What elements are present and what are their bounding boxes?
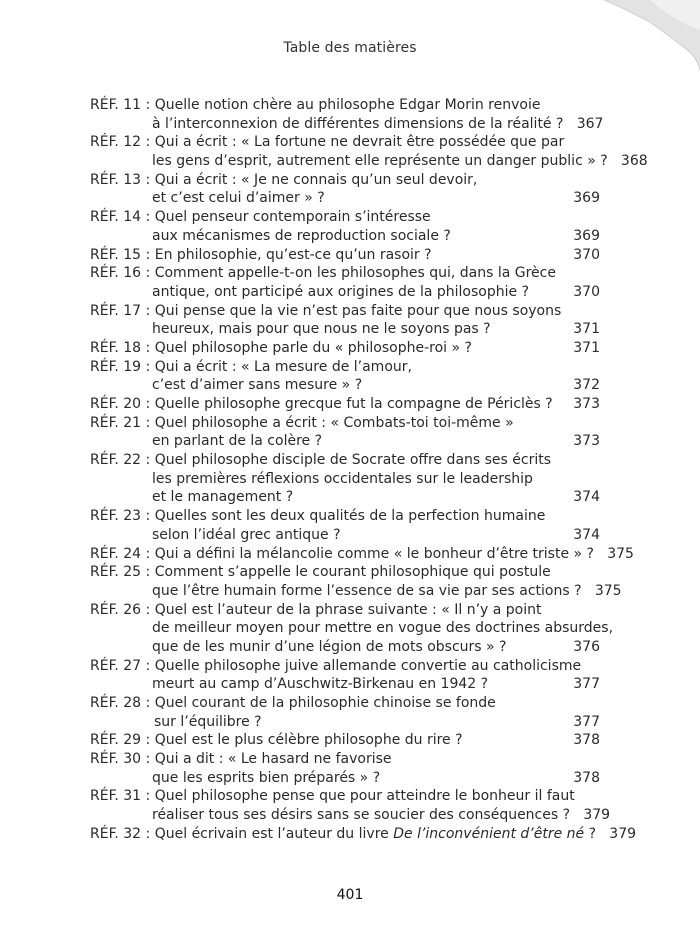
ref-label: RÉF. 22 : bbox=[90, 452, 151, 469]
entry-text: heureux, mais pour que nous ne le soyons pas ? bbox=[152, 321, 491, 338]
ref-label: RÉF. 13 : bbox=[90, 171, 151, 188]
toc-entry bbox=[90, 545, 634, 564]
entry-text: aux mécanismes de reproduction sociale ? bbox=[152, 227, 451, 244]
entry-text: Quel philosophe parle du « philosophe-roi » ? bbox=[154, 339, 472, 356]
page-ref: 375 bbox=[594, 582, 622, 599]
page-ref: 376 bbox=[573, 638, 600, 655]
page-ref: 373 bbox=[573, 396, 600, 412]
page-ref: 371 bbox=[573, 321, 600, 338]
entry-text: sur l’équilibre ? bbox=[154, 713, 262, 730]
page-ref: 369 bbox=[573, 227, 600, 244]
entry-text: Quel courant de la philosophie chinoise se fonde bbox=[154, 695, 496, 711]
entry-text: selon l’idéal grec antique ? bbox=[152, 526, 341, 543]
entry-text: Quel philosophe a écrit : « Combats-toi toi-même » bbox=[154, 414, 514, 431]
entry-text: meurt au camp d’Auschwitz-Birkenau en 1942 ? bbox=[152, 676, 489, 693]
entry-text: Quel écrivain est l’auteur du livre bbox=[154, 825, 394, 842]
entry-text: en parlant de la colère ? bbox=[152, 433, 323, 450]
ref-label: RÉF. 30 : bbox=[90, 751, 151, 768]
entry-text-tail: ? bbox=[584, 825, 597, 842]
page-ref: 374 bbox=[573, 489, 600, 506]
ref-label: RÉF. 24 : bbox=[90, 545, 151, 562]
toc-entry bbox=[90, 96, 604, 133]
page-ref: 375 bbox=[607, 545, 634, 562]
entry-text: que l’être humain forme l’essence de sa vie par ses actions ? bbox=[152, 582, 582, 599]
page-ref: 373 bbox=[573, 433, 600, 450]
toc-entry bbox=[90, 750, 600, 787]
entry-text: de meilleur moyen pour mettre en vogue des doctrines absurdes, bbox=[152, 620, 614, 637]
entry-text: Quelles sont les deux qualités de la perfection humaine bbox=[154, 508, 546, 525]
toc-entry bbox=[90, 451, 600, 507]
entry-text: antique, ont participé aux origines de la philosophie ? bbox=[152, 283, 530, 300]
entry-text: les gens d’esprit, autrement elle représente un danger public » ? bbox=[152, 153, 608, 170]
entry-text: Quel est le plus célèbre philosophe du rire ? bbox=[154, 732, 463, 749]
book-title: De l’inconvénient d’être né bbox=[393, 825, 585, 842]
page-ref: 372 bbox=[573, 377, 600, 394]
entry-text: Quelle philosophe juive allemande convertie au catholicisme bbox=[154, 657, 582, 674]
toc-entry bbox=[90, 339, 600, 358]
entry-text: En philosophie, qu’est-ce qu’un rasoir ? bbox=[154, 246, 432, 263]
page-ref: 377 bbox=[573, 676, 600, 693]
ref-label: RÉF. 25 : bbox=[90, 564, 151, 581]
ref-label: RÉF. 12 : bbox=[90, 134, 151, 151]
toc-entry bbox=[90, 731, 600, 750]
toc-entry bbox=[90, 358, 600, 395]
toc-entry bbox=[90, 171, 600, 208]
entry-text: Quelle philosophe grecque fut la compagne de Périclès ? bbox=[154, 396, 553, 412]
entry-text: réaliser tous ses désirs sans se soucier des conséquences ? bbox=[152, 807, 571, 824]
ref-label: RÉF. 23 : bbox=[90, 508, 151, 525]
entry-text: Qui a écrit : « La mesure de l’amour, bbox=[154, 358, 412, 375]
entry-text: que les esprits bien préparés » ? bbox=[152, 769, 381, 786]
toc-entry bbox=[90, 414, 600, 451]
page-ref: 378 bbox=[573, 732, 600, 749]
toc-entry bbox=[90, 133, 648, 170]
ref-label: RÉF. 28 : bbox=[90, 695, 151, 711]
entry-text: Qui a écrit : « Je ne connais qu’un seul devoir, bbox=[154, 171, 478, 188]
page-ref: 379 bbox=[609, 825, 637, 842]
running-header: Table des matières bbox=[283, 40, 417, 56]
toc-entry bbox=[90, 825, 637, 844]
page-ref: 369 bbox=[573, 190, 600, 207]
toc-entry bbox=[90, 208, 600, 245]
toc-entry bbox=[90, 507, 600, 544]
ref-label: RÉF. 19 : bbox=[90, 358, 151, 375]
entry-text: Qui a dit : « Le hasard ne favorise bbox=[154, 751, 392, 768]
ref-label: RÉF. 11 : bbox=[90, 97, 151, 113]
toc-entry bbox=[90, 787, 611, 824]
entry-text: Qui a défini la mélancolie comme « le bonheur d’être triste » ? bbox=[154, 545, 594, 562]
ref-label: RÉF. 32 : bbox=[90, 825, 151, 842]
page-ref: 367 bbox=[576, 115, 604, 132]
ref-label: RÉF. 29 : bbox=[90, 732, 151, 749]
entry-text: c’est d’aimer sans mesure » ? bbox=[152, 377, 363, 394]
entry-text: Quel penseur contemporain s’intéresse bbox=[154, 209, 431, 226]
page-ref: 370 bbox=[573, 246, 600, 263]
page-ref: 370 bbox=[573, 283, 600, 300]
entry-text: Qui pense que la vie n’est pas faite pour que nous soyons bbox=[154, 302, 562, 319]
entry-text: à l’interconnexion de différentes dimensions de la réalité ? bbox=[152, 115, 564, 132]
entry-text: les premières réflexions occidentales sur le leadership bbox=[152, 470, 533, 487]
toc-entry bbox=[90, 246, 600, 265]
toc-entry bbox=[90, 657, 600, 694]
entry-text: que de les munir d’une légion de mots obscurs » ? bbox=[152, 638, 507, 655]
toc-entry bbox=[90, 563, 622, 600]
toc-entry bbox=[90, 395, 600, 414]
ref-label: RÉF. 26 : bbox=[90, 601, 151, 618]
toc-entry bbox=[90, 302, 600, 339]
page-ref: 374 bbox=[573, 526, 600, 543]
page-ref: 379 bbox=[583, 807, 611, 824]
page-ref: 371 bbox=[573, 339, 600, 356]
page-number: 401 bbox=[336, 887, 364, 903]
entry-text: Qui a écrit : « La fortune ne devrait être possédée que par bbox=[154, 134, 565, 151]
ref-label: RÉF. 27 : bbox=[90, 657, 151, 674]
entry-text: Comment s’appelle le courant philosophique qui postule bbox=[154, 564, 551, 581]
ref-label: RÉF. 21 : bbox=[90, 414, 151, 431]
entry-text: Quel est l’auteur de la phrase suivante : « Il n’y a point bbox=[154, 601, 542, 618]
entry-text: Quel philosophe pense que pour atteindre le bonheur il faut bbox=[154, 788, 575, 805]
toc-entry bbox=[90, 264, 600, 301]
toc-entry bbox=[90, 601, 614, 657]
ref-label: RÉF. 15 : bbox=[90, 246, 151, 263]
ref-label: RÉF. 16 : bbox=[90, 265, 151, 282]
page-ref: 377 bbox=[573, 713, 600, 730]
entry-text: Comment appelle-t-on les philosophes qui, dans la Grèce bbox=[154, 265, 556, 282]
toc-list bbox=[90, 96, 648, 844]
page-ref: 378 bbox=[573, 769, 600, 786]
ref-label: RÉF. 31 : bbox=[90, 788, 151, 805]
ref-label: RÉF. 20 : bbox=[90, 396, 151, 412]
entry-text: et le management ? bbox=[152, 489, 294, 506]
ref-label: RÉF. 14 : bbox=[90, 209, 151, 226]
entry-text: Quel philosophe disciple de Socrate offre dans ses écrits bbox=[154, 452, 552, 469]
ref-label: RÉF. 17 : bbox=[90, 302, 151, 319]
ref-label: RÉF. 18 : bbox=[90, 339, 151, 356]
toc-entry bbox=[90, 694, 600, 731]
entry-text: Quelle notion chère au philosophe Edgar Morin renvoie bbox=[154, 97, 541, 113]
page-ref: 368 bbox=[620, 153, 648, 170]
entry-text: et c’est celui d’aimer » ? bbox=[152, 190, 325, 207]
